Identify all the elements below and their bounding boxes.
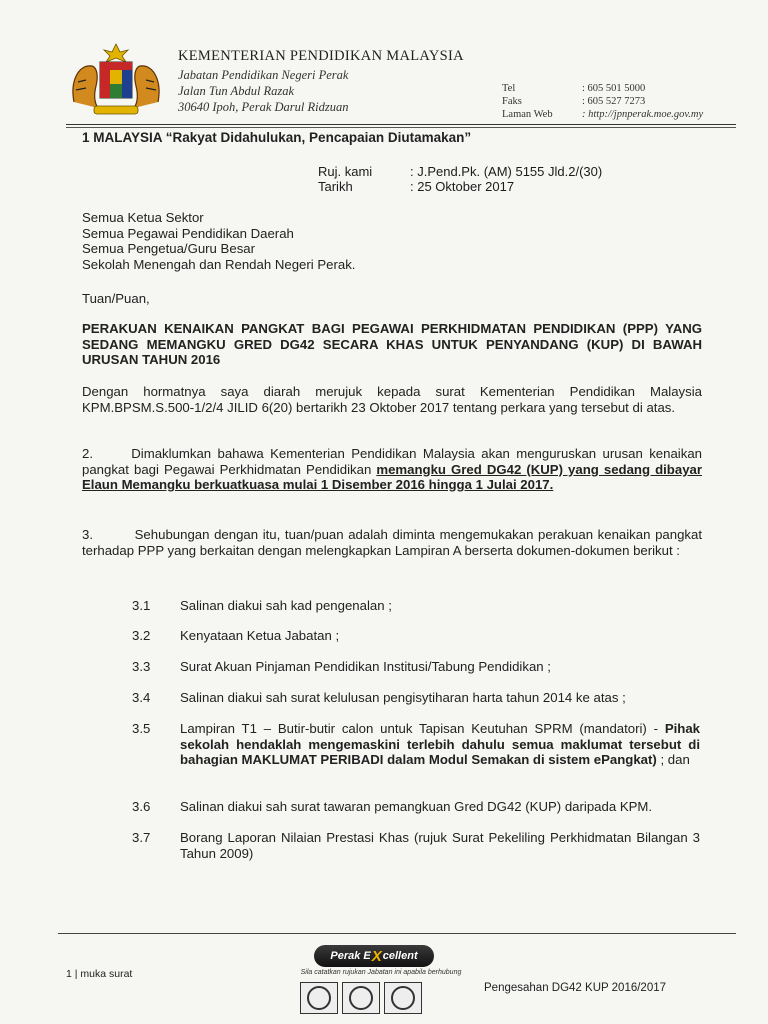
certification-badge-icon <box>384 982 422 1014</box>
document-reference: Pengesahan DG42 KUP 2016/2017 <box>484 982 667 994</box>
paragraph-2 <box>82 446 702 493</box>
reference-label: Ruj. kami <box>318 164 373 179</box>
item-text: Surat Akuan Pinjaman Pendidikan Institusi/Tabung Pendidikan ; <box>180 659 551 674</box>
perak-excellent-logo <box>314 945 434 967</box>
city-address: 30640 Ipoh, Perak Darul Ridzuan <box>178 100 349 114</box>
department-name: Jabatan Pendidikan Negeri Perak <box>178 68 349 82</box>
list-item <box>132 628 700 644</box>
certification-marks <box>300 982 422 1014</box>
contact-label: Tel <box>502 83 516 94</box>
contact-row-web <box>502 108 703 121</box>
item-text: Salinan diakui sah kad pengenalan ; <box>180 598 392 613</box>
list-item <box>132 690 700 706</box>
coat-of-arms-icon <box>64 42 168 120</box>
item-text <box>180 721 700 768</box>
reference-row <box>318 164 602 179</box>
paragraph-3 <box>82 527 702 558</box>
list-item <box>132 799 700 815</box>
salutation: Tuan/Puan, <box>82 291 150 306</box>
ministry-name: KEMENTERIAN PENDIDIKAN MALAYSIA <box>178 48 464 64</box>
footer-divider <box>58 933 736 934</box>
item-number: 3.1 <box>132 598 151 613</box>
item-number: 3.2 <box>132 628 151 643</box>
item-number: 3.4 <box>132 690 151 705</box>
contact-value: : 605 501 5000 <box>582 83 646 94</box>
contact-row-tel <box>502 82 703 95</box>
recipient-line: Semua Pegawai Pendidikan Daerah <box>82 225 294 241</box>
letterhead-address <box>178 48 464 115</box>
item-text: Salinan diakui sah surat kelulusan pengisytiharan harta tahun 2014 ke atas ; <box>180 690 626 705</box>
recipient-list <box>82 210 355 272</box>
list-item <box>132 721 700 768</box>
contact-details <box>502 82 703 121</box>
paragraph-number: 3. <box>82 527 93 542</box>
item-number: 3.3 <box>132 659 151 674</box>
brand-text-left: Perak <box>330 950 361 962</box>
slogan: 1 MALAYSIA “Rakyat Didahulukan, Pencapaian Diutamakan” <box>82 130 472 145</box>
page-number: 1 | muka surat <box>66 968 133 980</box>
date-label: Tarikh <box>318 179 353 194</box>
contact-label: Faks <box>502 96 522 107</box>
certification-badge-icon <box>342 982 380 1014</box>
paragraph-text: Sehubungan dengan itu, tuan/puan adalah diminta mengemukakan perakuan kenaikan pangkat terhadap PPP yang berkaitan dengan melengkapkan Lampiran A berserta dokumen-dokumen berikut : <box>82 527 702 558</box>
paragraph-emphasis: memangku Gred DG42 (KUP) yang sedang dibayar Elaun Memangku berkuatkuasa mulai 1 Disember 2016 hingga 1 Julai 2017. <box>82 461 702 493</box>
recipient-line: Semua Ketua Sektor <box>82 210 204 225</box>
header-divider-thin <box>66 127 736 128</box>
certification-badge-icon <box>300 982 338 1014</box>
footer-note: Sila catatkan rujukan Jabatan ini apabila berhubung <box>300 969 462 976</box>
list-item <box>132 659 700 675</box>
paragraph-number: 2. <box>82 446 93 461</box>
reference-value: : J.Pend.Pk. (AM) 5155 Jld.2/(30) <box>410 164 603 179</box>
date-value: : 25 Oktober 2017 <box>410 179 515 194</box>
paragraph-1: Dengan hormatnya saya diarah merujuk kepada surat Kementerian Pendidikan Malaysia KPM.BPSM.S.500-1/2/4 JILID 6(20) bertarikh 23 Oktober 2017 tentang perkara yang tersebut di atas. <box>82 384 702 415</box>
list-item <box>132 830 700 861</box>
header-divider <box>66 124 736 125</box>
item-number: 3.6 <box>132 799 151 814</box>
recipient-line: Semua Pengetua/Guru Besar <box>82 241 256 257</box>
contact-label: Laman Web <box>502 109 553 120</box>
item-text-plain: Lampiran T1 – Butir-butir calon untuk Tapisan Keutuhan SPRM (mandatori) - <box>180 721 665 736</box>
reference-block <box>318 164 602 194</box>
item-text: Kenyataan Ketua Jabatan ; <box>180 628 340 643</box>
letter-subject: PERAKUAN KENAIKAN PANGKAT BAGI PEGAWAI PERKHIDMATAN PENDIDIKAN (PPP) YANG SEDANG MEMANGKU GRED DG42 SECARA KHAS UNTUK PENYANDANG (KUP) DI BAWAH URUSAN TAHUN 2016 <box>82 321 702 368</box>
item-text: Salinan diakui sah surat tawaran pemangkuan Gred DG42 (KUP) daripada KPM. <box>180 799 653 814</box>
brand-x: X <box>371 947 382 965</box>
item-text-bold: Pihak sekolah hendaklah mengemaskini terlebih dahulu semua maklumat tersebut di bahagian MAKLUMAT PERIBADI dalam Modul Semakan di sistem ePangkat) <box>180 721 700 768</box>
contact-row-fax <box>502 95 703 108</box>
contact-value: : 605 527 7273 <box>582 96 646 107</box>
recipient-line: Sekolah Menengah dan Rendah Negeri Perak. <box>82 256 356 272</box>
item-number: 3.5 <box>132 721 151 736</box>
brand-text-e: E <box>363 950 371 962</box>
date-row <box>318 179 602 194</box>
item-text: Borang Laporan Nilaian Prestasi Khas (rujuk Surat Pekeliling Perkhidmatan Bilangan 3 Tahun 2009) <box>180 830 700 861</box>
item-text-tail: ; dan <box>656 752 690 768</box>
paragraph-text: Dimaklumkan bahawa Kementerian Pendidikan Malaysia akan menguruskan urusan kenaikan pangkat bagi Pegawai Perkhidmatan Pendidikan <box>82 446 702 477</box>
street-address: Jalan Tun Abdul Razak <box>178 84 295 98</box>
brand-text-right: cellent <box>382 950 418 962</box>
item-number: 3.7 <box>132 830 151 845</box>
list-item <box>132 598 700 614</box>
website-link[interactable]: : http://jpnperak.moe.gov.my <box>582 109 704 120</box>
